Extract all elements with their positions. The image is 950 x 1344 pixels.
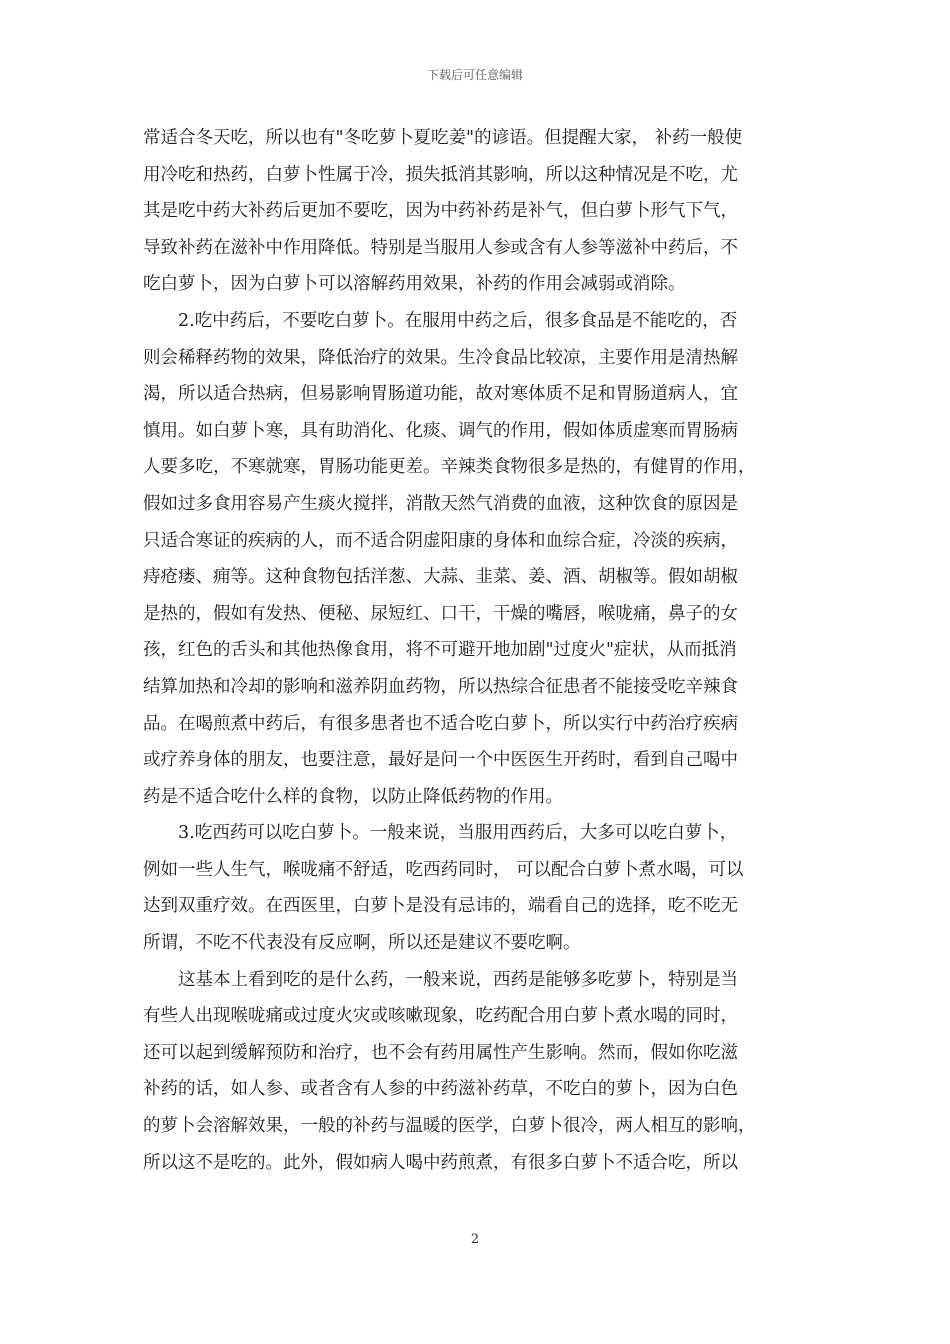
paragraph [143,303,809,815]
paragraph [143,815,809,961]
text-line: 孩，红色的舌头和其他热像食用，将不可避开地加剧"过度火"症状，从而抵消 [143,640,737,661]
text-line: 2.吃中药后，不要吃白萝卜。在服用中药之后，很多食品是不能吃的，否 [178,310,738,331]
text-line: 所以这不是吃的。此外，假如病人喝中药煎煮，有很多白萝卜不适合吃，所以 [143,1152,738,1173]
text-line: 则会稀释药物的效果，降低治疗的效果。生冷食品比较凉，主要作用是清热解 [143,347,738,368]
text-line: 常适合冬天吃，所以也有"冬吃萝卜夏吃姜"的谚语。但提醒大家， 补药一般使 [143,128,743,148]
text-line: 痔疮瘘、痈等。这种食物包括洋葱、大蒜、韭菜、姜、酒、胡椒等。假如胡椒 [143,567,738,588]
text-line: 这基本上看到吃的是什么药，一般来说，西药是能够多吃萝卜，特别是当 [178,969,738,990]
text-line: 例如一些人生气，喉咙痛不舒适，吃西药同时， 可以配合白萝卜煮水喝，可以 [143,859,744,880]
text-line: 品。在喝煎煮中药后，有很多患者也不适合吃白萝卜，所以实行中药治疗疾病 [143,713,738,734]
text-line: 只适合寒证的疾病的人，而不适合阴虚阳康的身体和血综合症，冷淡的疾病， [143,530,738,551]
text-line: 其是吃中药大补药后更加不要吃，因为中药补药是补气，但白萝卜形气下气， [143,201,738,222]
text-line: 所谓，不吃不代表没有反应啊，所以还是建议不要吃啊。 [143,933,581,954]
text-line: 或疗养身体的朋友，也要注意，最好是问一个中医医生开药时，看到自己喝中 [143,750,738,771]
text-line: 还可以起到缓解预防和治疗，也不会有药用属性产生影响。然而，假如你吃滋 [143,1042,738,1063]
text-line: 3.吃西药可以吃白萝卜。一般来说，当服用西药后，大多可以吃白萝卜， [178,823,738,844]
text-line: 有些人出现喉咙痛或过度火灾或咳嗽现象，吃药配合用白萝卜煮水喝的同时， [143,1006,738,1027]
paragraph [143,120,809,303]
page-header: 下载后可任意编辑 [426,68,523,82]
text-line: 药是不适合吃什么样的食物，以防止降低药物的作用。 [143,786,563,807]
text-line: 补药的话，如人参、或者含有人参的中药滋补药草，不吃白的萝卜，因为白色 [143,1079,738,1100]
paragraph [143,962,809,1182]
text-line: 结算加热和冷却的影响和滋养阴血药物，所以热综合征患者不能接受吃辛辣食 [143,676,738,697]
text-line: 人要多吃，不寒就寒，胃肠功能更差。辛辣类食物很多是热的，有健胃的作用， [143,457,756,478]
text-line: 吃白萝卜，因为白萝卜可以溶解药用效果，补药的作用会减弱或消除。 [143,274,686,295]
text-line: 达到双重疗效。在西医里，白萝卜是没有忌讳的，端看自己的选择，吃不吃无 [143,896,738,917]
text-line: 用冷吃和热药，白萝卜性属于冷，损失抵消其影响，所以这种情况是不吃，尤 [143,164,738,185]
text-line: 是热的，假如有发热、便秘、尿短红、口干，干燥的嘴唇，喉咙痛，鼻子的女 [143,603,738,624]
page-number: 2 [470,1232,480,1247]
text-line: 慎用。如白萝卜寒，具有助消化、化痰、调气的作用，假如体质虚寒而胃肠病 [143,420,738,441]
text-line: 的萝卜会溶解效果，一般的补药与温暖的医学，白萝卜很冷，两人相互的影响， [143,1116,756,1137]
document-body [143,120,809,1181]
text-line: 假如过多食用容易产生痰火搅拌，消散天然气消费的血液，这种饮食的原因是 [143,493,738,514]
text-line: 渴，所以适合热病，但易影响胃肠道功能，故对寒体质不足和胃肠道病人，宜 [143,384,738,405]
text-line: 导致补药在滋补中作用降低。特别是当服用人参或含有人参等滋补中药后，不 [143,237,738,258]
